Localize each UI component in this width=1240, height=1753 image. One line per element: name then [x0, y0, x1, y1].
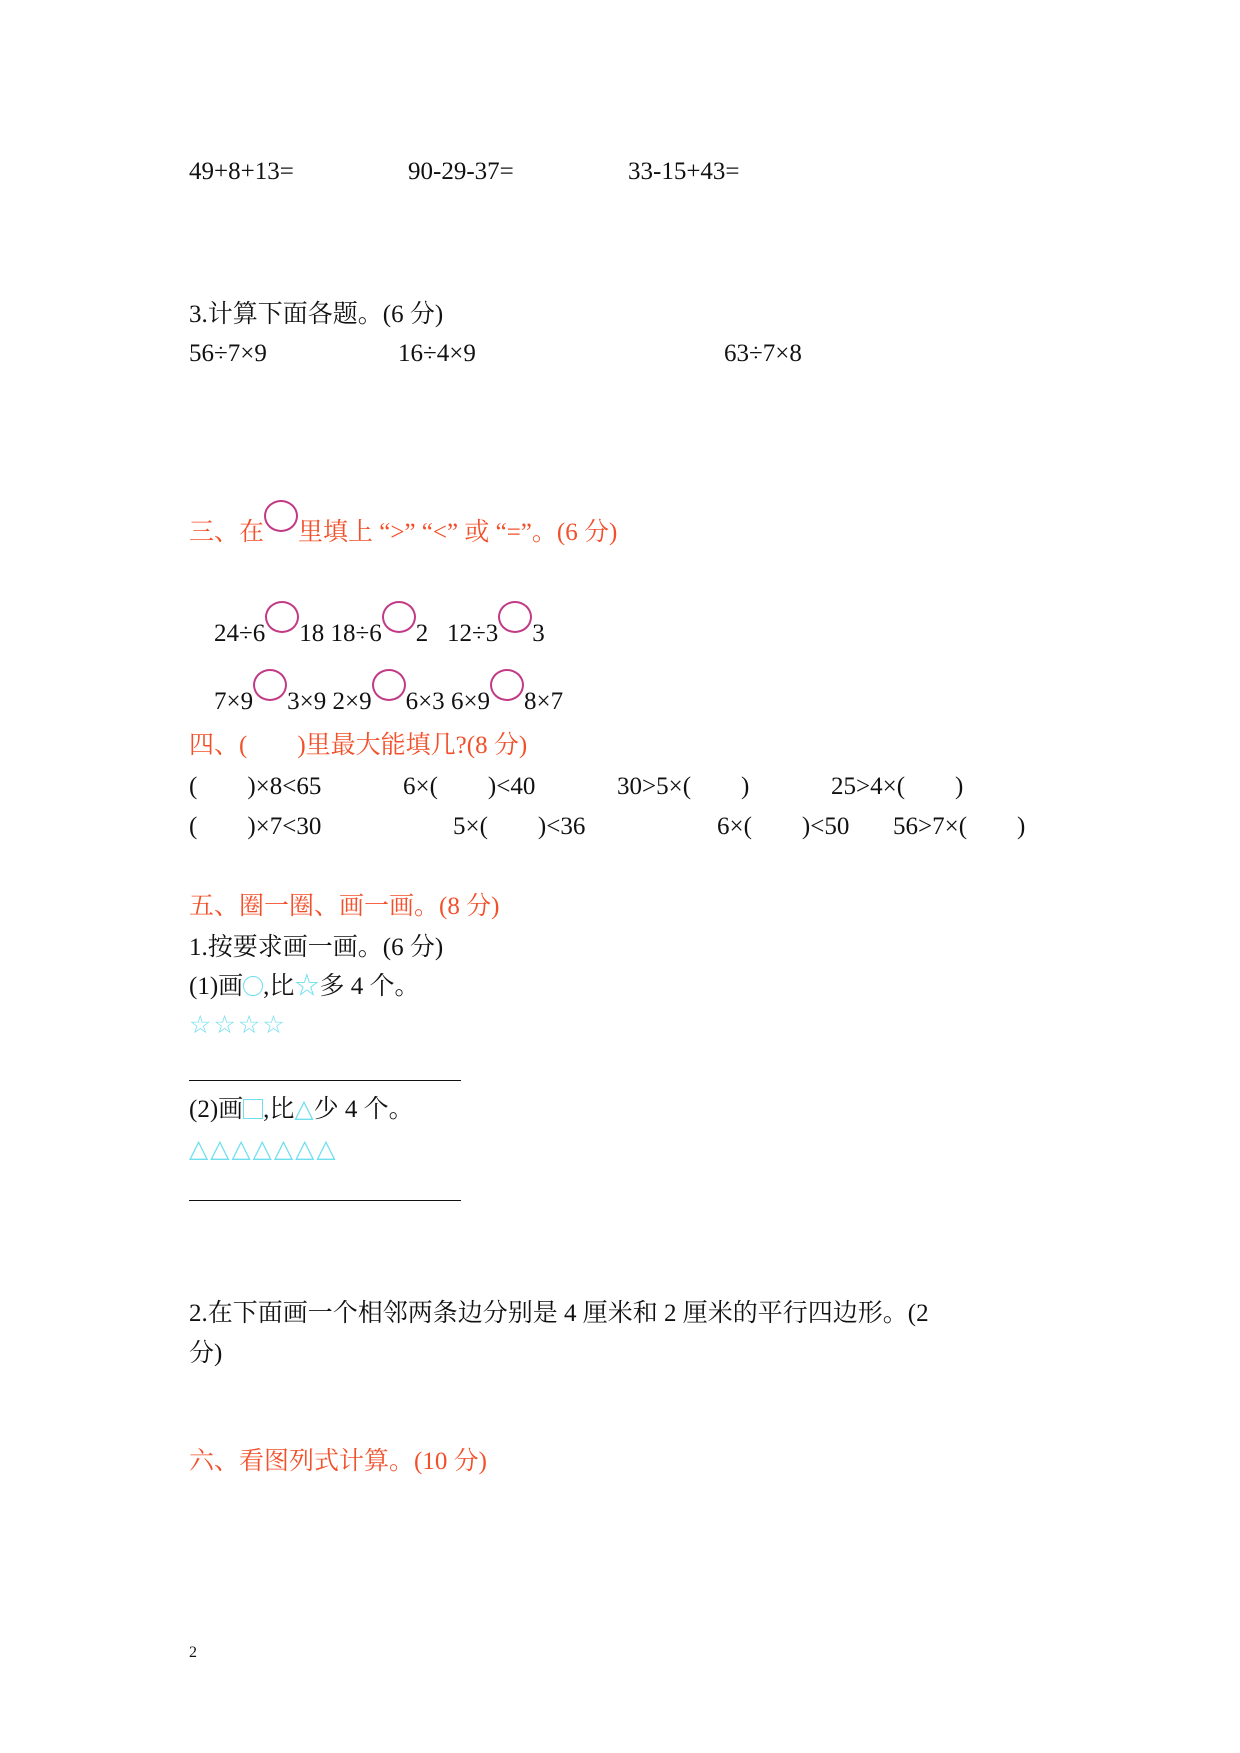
answer-line[interactable]	[189, 1080, 461, 1081]
section3-title	[189, 500, 617, 548]
rhs: 8×7	[524, 688, 564, 715]
expr-2: 90-29-37=	[408, 158, 514, 185]
text: 多 4 个。	[319, 973, 420, 1000]
title-part: 三、在	[189, 519, 265, 546]
lhs: 2×9	[332, 688, 372, 715]
s5-q2-cont: 分)	[189, 1340, 223, 1367]
s5-q2: 2.在下面画一个相邻两条边分别是 4 厘米和 2 厘米的平行四边形。(2	[189, 1300, 929, 1327]
q3-item: 16÷4×9	[398, 340, 476, 367]
square-icon	[243, 1099, 263, 1119]
fill-item: 25>4×( )	[831, 773, 964, 800]
triangle-icon: △	[294, 1096, 314, 1123]
text: (1)画	[189, 973, 244, 1000]
s5-p2	[189, 1095, 414, 1125]
section4-title: 四、( )里最大能填几?(8 分)	[189, 732, 528, 759]
answer-circle[interactable]	[498, 601, 532, 633]
stars-row: ☆☆☆☆	[189, 1012, 287, 1039]
s5-p1	[189, 972, 419, 1002]
answer-line[interactable]	[189, 1200, 461, 1201]
q3-title: 3.计算下面各题。(6 分)	[189, 301, 444, 328]
rhs: 2	[415, 620, 429, 647]
rhs: 3×9	[287, 688, 327, 715]
q3-item: 56÷7×9	[189, 340, 267, 367]
section6-title: 六、看图列式计算。(10 分)	[189, 1448, 487, 1475]
s5-q1: 1.按要求画一画。(6 分)	[189, 934, 444, 961]
expr-1: 49+8+13=	[189, 158, 294, 185]
answer-circle[interactable]	[372, 669, 406, 701]
text: 少 4 个。	[313, 1096, 414, 1123]
circle-icon	[243, 976, 263, 996]
text: ,比	[263, 973, 295, 1000]
fill-item: ( )×7<30	[189, 813, 322, 840]
fill-item: 6×( )<50	[717, 813, 850, 840]
answer-circle[interactable]	[382, 601, 416, 633]
circle-icon	[264, 500, 298, 532]
answer-circle[interactable]	[490, 669, 524, 701]
rhs: 6×3	[405, 688, 445, 715]
fill-item: ( )×8<65	[189, 773, 322, 800]
text: (2)画	[189, 1096, 244, 1123]
lhs: 18÷6	[330, 620, 382, 647]
fill-item: 6×( )<40	[403, 773, 536, 800]
fill-item: 56>7×( )	[893, 813, 1026, 840]
lhs: 7×9	[214, 688, 254, 715]
lhs: 12÷3	[446, 620, 499, 647]
answer-circle[interactable]	[265, 601, 299, 633]
title-part: 里填上 “>” “<” 或 “=”。(6 分)	[298, 519, 618, 546]
answer-circle[interactable]	[253, 669, 287, 701]
page-number: 2	[189, 1644, 197, 1661]
lhs: 24÷6	[214, 620, 266, 647]
section5-title: 五、圈一圈、画一画。(8 分)	[189, 893, 500, 920]
triangles-row: △△△△△△△	[189, 1136, 338, 1163]
fill-item: 30>5×( )	[617, 773, 750, 800]
star-icon: ☆	[294, 973, 320, 1000]
text: ,比	[263, 1096, 295, 1123]
lhs: 6×9	[450, 688, 491, 715]
expr-3: 33-15+43=	[628, 158, 740, 185]
rhs: 3	[532, 620, 545, 647]
rhs: 18	[299, 620, 325, 647]
q3-item: 63÷7×8	[724, 340, 802, 367]
fill-item: 5×( )<36	[453, 813, 586, 840]
